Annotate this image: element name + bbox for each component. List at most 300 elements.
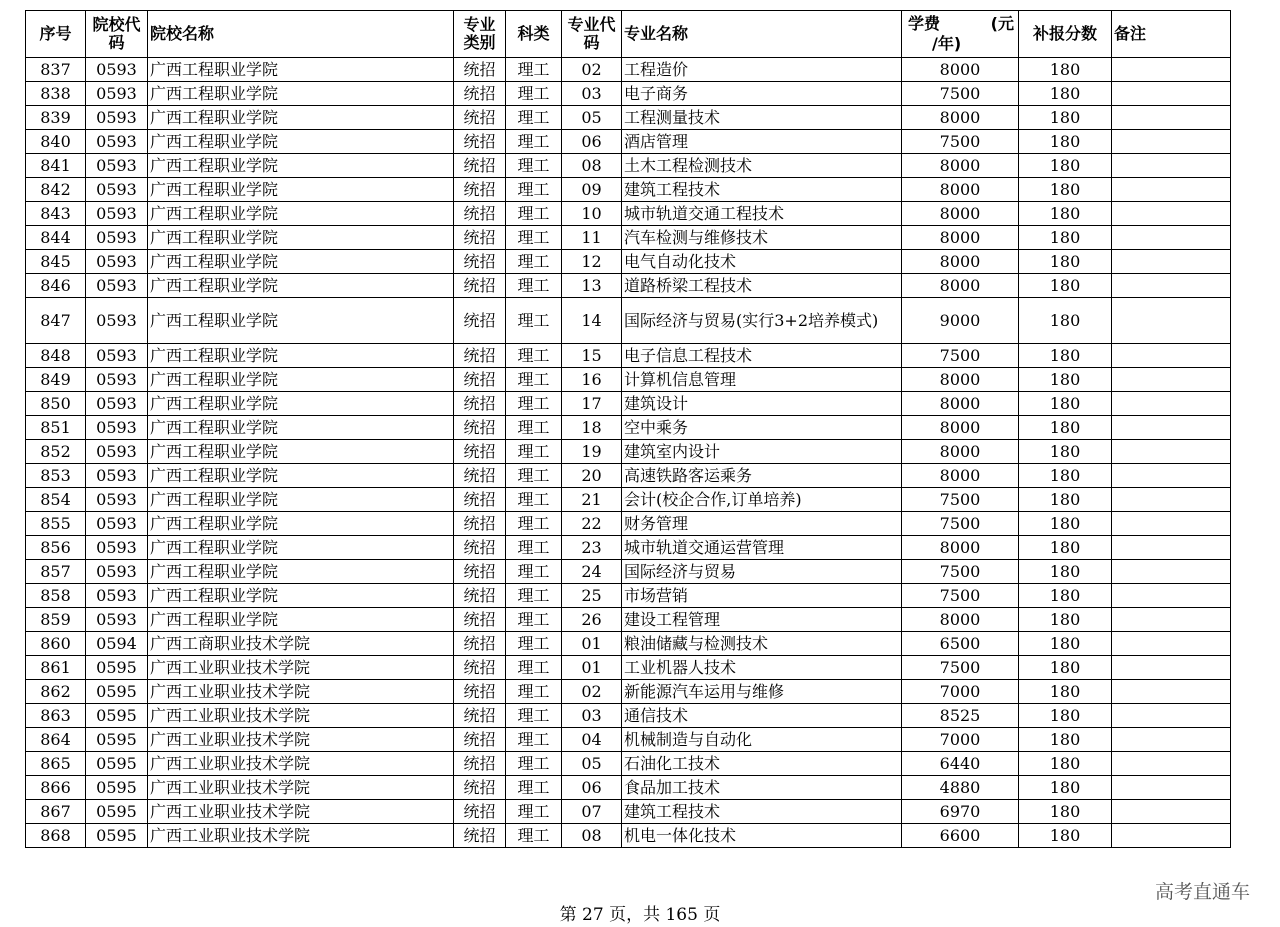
cell-major-type: 统招 bbox=[454, 178, 506, 202]
header-seq: 序号 bbox=[26, 11, 86, 58]
cell-fee: 6440 bbox=[902, 752, 1019, 776]
table-row bbox=[26, 488, 1231, 512]
cell-major-type: 统招 bbox=[454, 226, 506, 250]
cell-score: 180 bbox=[1019, 776, 1112, 800]
cell-school-code: 0593 bbox=[86, 82, 148, 106]
cell-seq: 867 bbox=[26, 800, 86, 824]
cell-remark bbox=[1112, 560, 1231, 584]
cell-subject: 理工 bbox=[506, 680, 562, 704]
table-row bbox=[26, 226, 1231, 250]
cell-remark bbox=[1112, 58, 1231, 82]
cell-major-name: 城市轨道交通工程技术 bbox=[622, 202, 902, 226]
cell-major-code: 20 bbox=[562, 464, 622, 488]
cell-school-code: 0595 bbox=[86, 776, 148, 800]
cell-fee: 8000 bbox=[902, 440, 1019, 464]
cell-major-name: 电气自动化技术 bbox=[622, 250, 902, 274]
cell-school-name: 广西工程职业学院 bbox=[148, 106, 454, 130]
header-school-name: 院校名称 bbox=[148, 11, 454, 58]
cell-school-code: 0593 bbox=[86, 202, 148, 226]
header-remark: 备注 bbox=[1112, 11, 1231, 58]
cell-major-type: 统招 bbox=[454, 656, 506, 680]
cell-subject: 理工 bbox=[506, 274, 562, 298]
cell-major-type: 统招 bbox=[454, 680, 506, 704]
cell-score: 180 bbox=[1019, 536, 1112, 560]
cell-major-name: 机电一体化技术 bbox=[622, 824, 902, 848]
table-row bbox=[26, 728, 1231, 752]
cell-subject: 理工 bbox=[506, 704, 562, 728]
cell-score: 180 bbox=[1019, 82, 1112, 106]
cell-subject: 理工 bbox=[506, 656, 562, 680]
cell-major-name: 建筑工程技术 bbox=[622, 178, 902, 202]
cell-school-code: 0593 bbox=[86, 106, 148, 130]
cell-school-code: 0593 bbox=[86, 464, 148, 488]
cell-fee: 8000 bbox=[902, 178, 1019, 202]
table-row bbox=[26, 58, 1231, 82]
cell-major-code: 22 bbox=[562, 512, 622, 536]
cell-major-code: 01 bbox=[562, 632, 622, 656]
cell-fee: 7500 bbox=[902, 512, 1019, 536]
cell-subject: 理工 bbox=[506, 250, 562, 274]
cell-major-name: 国际经济与贸易(实行3+2培养模式) bbox=[622, 298, 902, 344]
cell-school-name: 广西工程职业学院 bbox=[148, 608, 454, 632]
cell-major-type: 统招 bbox=[454, 776, 506, 800]
cell-score: 180 bbox=[1019, 344, 1112, 368]
cell-major-type: 统招 bbox=[454, 58, 506, 82]
cell-subject: 理工 bbox=[506, 752, 562, 776]
cell-subject: 理工 bbox=[506, 584, 562, 608]
cell-subject: 理工 bbox=[506, 416, 562, 440]
cell-score: 180 bbox=[1019, 392, 1112, 416]
header-fee-label: 学费 bbox=[908, 14, 941, 33]
cell-seq: 857 bbox=[26, 560, 86, 584]
cell-major-name: 建设工程管理 bbox=[622, 608, 902, 632]
cell-major-type: 统招 bbox=[454, 154, 506, 178]
cell-major-code: 24 bbox=[562, 560, 622, 584]
table-row bbox=[26, 202, 1231, 226]
table-row bbox=[26, 680, 1231, 704]
cell-fee: 8000 bbox=[902, 274, 1019, 298]
cell-school-name: 广西工程职业学院 bbox=[148, 274, 454, 298]
cell-major-name: 建筑工程技术 bbox=[622, 800, 902, 824]
cell-seq: 839 bbox=[26, 106, 86, 130]
cell-major-type: 统招 bbox=[454, 82, 506, 106]
cell-seq: 850 bbox=[26, 392, 86, 416]
header-major-name: 专业名称 bbox=[622, 11, 902, 58]
cell-remark bbox=[1112, 298, 1231, 344]
cell-major-type: 统招 bbox=[454, 368, 506, 392]
cell-score: 180 bbox=[1019, 178, 1112, 202]
cell-major-name: 财务管理 bbox=[622, 512, 902, 536]
cell-subject: 理工 bbox=[506, 488, 562, 512]
table-row bbox=[26, 608, 1231, 632]
cell-score: 180 bbox=[1019, 464, 1112, 488]
cell-major-code: 05 bbox=[562, 752, 622, 776]
cell-seq: 856 bbox=[26, 536, 86, 560]
cell-seq: 840 bbox=[26, 130, 86, 154]
cell-fee: 7500 bbox=[902, 560, 1019, 584]
cell-seq: 862 bbox=[26, 680, 86, 704]
cell-remark bbox=[1112, 584, 1231, 608]
cell-school-code: 0595 bbox=[86, 656, 148, 680]
cell-major-type: 统招 bbox=[454, 130, 506, 154]
cell-major-code: 17 bbox=[562, 392, 622, 416]
cell-school-name: 广西工业职业技术学院 bbox=[148, 776, 454, 800]
cell-seq: 846 bbox=[26, 274, 86, 298]
cell-school-name: 广西工程职业学院 bbox=[148, 58, 454, 82]
cell-major-type: 统招 bbox=[454, 344, 506, 368]
header-fee-unit-open: (元 bbox=[990, 14, 1014, 33]
cell-fee: 8000 bbox=[902, 226, 1019, 250]
cell-remark bbox=[1112, 488, 1231, 512]
cell-score: 180 bbox=[1019, 416, 1112, 440]
cell-school-name: 广西工程职业学院 bbox=[148, 512, 454, 536]
cell-seq: 848 bbox=[26, 344, 86, 368]
cell-major-name: 工程测量技术 bbox=[622, 106, 902, 130]
cell-remark bbox=[1112, 464, 1231, 488]
cell-seq: 843 bbox=[26, 202, 86, 226]
table-row bbox=[26, 130, 1231, 154]
cell-major-code: 01 bbox=[562, 656, 622, 680]
cell-school-name: 广西工程职业学院 bbox=[148, 344, 454, 368]
cell-school-code: 0593 bbox=[86, 226, 148, 250]
cell-seq: 844 bbox=[26, 226, 86, 250]
cell-fee: 8000 bbox=[902, 608, 1019, 632]
cell-major-code: 02 bbox=[562, 680, 622, 704]
cell-fee: 8000 bbox=[902, 416, 1019, 440]
cell-score: 180 bbox=[1019, 680, 1112, 704]
cell-score: 180 bbox=[1019, 656, 1112, 680]
cell-major-name: 空中乘务 bbox=[622, 416, 902, 440]
header-major-code: 专业代码 bbox=[562, 11, 622, 58]
cell-score: 180 bbox=[1019, 154, 1112, 178]
cell-score: 180 bbox=[1019, 728, 1112, 752]
cell-fee: 8000 bbox=[902, 154, 1019, 178]
cell-major-name: 计算机信息管理 bbox=[622, 368, 902, 392]
cell-major-code: 18 bbox=[562, 416, 622, 440]
cell-fee: 7500 bbox=[902, 82, 1019, 106]
cell-major-name: 道路桥梁工程技术 bbox=[622, 274, 902, 298]
cell-subject: 理工 bbox=[506, 728, 562, 752]
cell-score: 180 bbox=[1019, 824, 1112, 848]
cell-seq: 845 bbox=[26, 250, 86, 274]
cell-seq: 861 bbox=[26, 656, 86, 680]
cell-major-code: 16 bbox=[562, 368, 622, 392]
cell-seq: 838 bbox=[26, 82, 86, 106]
cell-remark bbox=[1112, 250, 1231, 274]
table-row bbox=[26, 344, 1231, 368]
cell-fee: 8525 bbox=[902, 704, 1019, 728]
table-row bbox=[26, 440, 1231, 464]
cell-major-name: 国际经济与贸易 bbox=[622, 560, 902, 584]
cell-remark bbox=[1112, 178, 1231, 202]
cell-major-name: 城市轨道交通运营管理 bbox=[622, 536, 902, 560]
cell-school-code: 0595 bbox=[86, 680, 148, 704]
cell-fee: 8000 bbox=[902, 106, 1019, 130]
cell-remark bbox=[1112, 368, 1231, 392]
cell-school-code: 0593 bbox=[86, 440, 148, 464]
table-row bbox=[26, 250, 1231, 274]
cell-school-code: 0593 bbox=[86, 250, 148, 274]
cell-major-code: 14 bbox=[562, 298, 622, 344]
cell-seq: 849 bbox=[26, 368, 86, 392]
cell-major-type: 统招 bbox=[454, 416, 506, 440]
cell-remark bbox=[1112, 512, 1231, 536]
cell-school-code: 0593 bbox=[86, 560, 148, 584]
cell-score: 180 bbox=[1019, 226, 1112, 250]
cell-fee: 8000 bbox=[902, 202, 1019, 226]
cell-major-code: 15 bbox=[562, 344, 622, 368]
cell-subject: 理工 bbox=[506, 392, 562, 416]
cell-major-type: 统招 bbox=[454, 608, 506, 632]
cell-school-name: 广西工业职业技术学院 bbox=[148, 656, 454, 680]
cell-score: 180 bbox=[1019, 440, 1112, 464]
cell-school-name: 广西工程职业学院 bbox=[148, 130, 454, 154]
cell-fee: 4880 bbox=[902, 776, 1019, 800]
cell-major-name: 新能源汽车运用与维修 bbox=[622, 680, 902, 704]
cell-seq: 851 bbox=[26, 416, 86, 440]
cell-fee: 7000 bbox=[902, 728, 1019, 752]
cell-subject: 理工 bbox=[506, 776, 562, 800]
cell-school-name: 广西工程职业学院 bbox=[148, 202, 454, 226]
header-fee-unit-close: /年) bbox=[932, 34, 962, 53]
cell-seq: 852 bbox=[26, 440, 86, 464]
cell-subject: 理工 bbox=[506, 344, 562, 368]
cell-school-name: 广西工程职业学院 bbox=[148, 440, 454, 464]
cell-major-type: 统招 bbox=[454, 824, 506, 848]
cell-major-type: 统招 bbox=[454, 752, 506, 776]
cell-major-name: 电子商务 bbox=[622, 82, 902, 106]
cell-score: 180 bbox=[1019, 800, 1112, 824]
cell-score: 180 bbox=[1019, 298, 1112, 344]
cell-fee: 7500 bbox=[902, 584, 1019, 608]
cell-school-code: 0593 bbox=[86, 536, 148, 560]
cell-score: 180 bbox=[1019, 488, 1112, 512]
cell-remark bbox=[1112, 226, 1231, 250]
cell-seq: 847 bbox=[26, 298, 86, 344]
cell-subject: 理工 bbox=[506, 512, 562, 536]
header-score: 补报分数 bbox=[1019, 11, 1112, 58]
cell-school-code: 0593 bbox=[86, 344, 148, 368]
cell-remark bbox=[1112, 728, 1231, 752]
cell-subject: 理工 bbox=[506, 58, 562, 82]
cell-school-name: 广西工业职业技术学院 bbox=[148, 752, 454, 776]
cell-school-code: 0594 bbox=[86, 632, 148, 656]
cell-major-code: 07 bbox=[562, 800, 622, 824]
cell-school-code: 0593 bbox=[86, 512, 148, 536]
cell-remark bbox=[1112, 82, 1231, 106]
cell-remark bbox=[1112, 608, 1231, 632]
cell-major-name: 会计(校企合作,订单培养) bbox=[622, 488, 902, 512]
cell-subject: 理工 bbox=[506, 464, 562, 488]
cell-remark bbox=[1112, 632, 1231, 656]
cell-remark bbox=[1112, 656, 1231, 680]
watermark: 高考直通车 bbox=[1154, 881, 1250, 903]
cell-fee: 6600 bbox=[902, 824, 1019, 848]
cell-score: 180 bbox=[1019, 130, 1112, 154]
cell-school-name: 广西工程职业学院 bbox=[148, 154, 454, 178]
cell-school-name: 广西工程职业学院 bbox=[148, 226, 454, 250]
cell-school-name: 广西工程职业学院 bbox=[148, 464, 454, 488]
cell-major-type: 统招 bbox=[454, 464, 506, 488]
cell-major-code: 12 bbox=[562, 250, 622, 274]
cell-school-code: 0593 bbox=[86, 178, 148, 202]
cell-school-code: 0593 bbox=[86, 368, 148, 392]
cell-major-name: 粮油储藏与检测技术 bbox=[622, 632, 902, 656]
cell-remark bbox=[1112, 344, 1231, 368]
cell-school-name: 广西工业职业技术学院 bbox=[148, 728, 454, 752]
header-subject: 科类 bbox=[506, 11, 562, 58]
cell-seq: 859 bbox=[26, 608, 86, 632]
cell-seq: 842 bbox=[26, 178, 86, 202]
table-row bbox=[26, 416, 1231, 440]
cell-score: 180 bbox=[1019, 512, 1112, 536]
cell-remark bbox=[1112, 416, 1231, 440]
cell-major-code: 04 bbox=[562, 728, 622, 752]
table-row bbox=[26, 656, 1231, 680]
cell-remark bbox=[1112, 680, 1231, 704]
cell-score: 180 bbox=[1019, 274, 1112, 298]
cell-fee: 7500 bbox=[902, 130, 1019, 154]
cell-seq: 868 bbox=[26, 824, 86, 848]
cell-fee: 8000 bbox=[902, 464, 1019, 488]
cell-fee: 8000 bbox=[902, 536, 1019, 560]
cell-remark bbox=[1112, 536, 1231, 560]
cell-subject: 理工 bbox=[506, 800, 562, 824]
header-school-code: 院校代码 bbox=[86, 11, 148, 58]
cell-major-name: 建筑室内设计 bbox=[622, 440, 902, 464]
cell-score: 180 bbox=[1019, 608, 1112, 632]
cell-school-name: 广西工程职业学院 bbox=[148, 298, 454, 344]
cell-major-name: 市场营销 bbox=[622, 584, 902, 608]
cell-major-name: 汽车检测与维修技术 bbox=[622, 226, 902, 250]
table-row bbox=[26, 824, 1231, 848]
cell-major-code: 03 bbox=[562, 704, 622, 728]
cell-major-type: 统招 bbox=[454, 298, 506, 344]
header-row bbox=[26, 11, 1231, 58]
cell-major-code: 02 bbox=[562, 58, 622, 82]
cell-major-name: 通信技术 bbox=[622, 704, 902, 728]
cell-remark bbox=[1112, 776, 1231, 800]
cell-major-code: 13 bbox=[562, 274, 622, 298]
table-row bbox=[26, 704, 1231, 728]
cell-score: 180 bbox=[1019, 632, 1112, 656]
cell-score: 180 bbox=[1019, 106, 1112, 130]
cell-major-code: 10 bbox=[562, 202, 622, 226]
cell-subject: 理工 bbox=[506, 440, 562, 464]
cell-seq: 841 bbox=[26, 154, 86, 178]
cell-fee: 7500 bbox=[902, 344, 1019, 368]
cell-subject: 理工 bbox=[506, 632, 562, 656]
cell-remark bbox=[1112, 824, 1231, 848]
cell-school-code: 0593 bbox=[86, 130, 148, 154]
cell-school-name: 广西工程职业学院 bbox=[148, 250, 454, 274]
cell-remark bbox=[1112, 274, 1231, 298]
cell-remark bbox=[1112, 202, 1231, 226]
cell-score: 180 bbox=[1019, 752, 1112, 776]
cell-seq: 860 bbox=[26, 632, 86, 656]
cell-major-type: 统招 bbox=[454, 202, 506, 226]
table-row bbox=[26, 800, 1231, 824]
cell-subject: 理工 bbox=[506, 536, 562, 560]
cell-school-code: 0593 bbox=[86, 584, 148, 608]
cell-school-name: 广西工程职业学院 bbox=[148, 416, 454, 440]
cell-subject: 理工 bbox=[506, 202, 562, 226]
cell-major-type: 统招 bbox=[454, 584, 506, 608]
cell-fee: 8000 bbox=[902, 368, 1019, 392]
table-row bbox=[26, 298, 1231, 344]
table-row bbox=[26, 632, 1231, 656]
cell-fee: 8000 bbox=[902, 250, 1019, 274]
cell-seq: 863 bbox=[26, 704, 86, 728]
cell-remark bbox=[1112, 752, 1231, 776]
cell-school-code: 0593 bbox=[86, 274, 148, 298]
cell-subject: 理工 bbox=[506, 106, 562, 130]
cell-remark bbox=[1112, 704, 1231, 728]
table-row bbox=[26, 106, 1231, 130]
cell-major-name: 酒店管理 bbox=[622, 130, 902, 154]
cell-subject: 理工 bbox=[506, 368, 562, 392]
cell-major-name: 机械制造与自动化 bbox=[622, 728, 902, 752]
cell-remark bbox=[1112, 800, 1231, 824]
cell-seq: 858 bbox=[26, 584, 86, 608]
cell-fee: 7500 bbox=[902, 488, 1019, 512]
cell-major-code: 11 bbox=[562, 226, 622, 250]
table-row bbox=[26, 776, 1231, 800]
cell-fee: 7000 bbox=[902, 680, 1019, 704]
cell-major-name: 电子信息工程技术 bbox=[622, 344, 902, 368]
cell-major-type: 统招 bbox=[454, 728, 506, 752]
cell-major-name: 石油化工技术 bbox=[622, 752, 902, 776]
cell-score: 180 bbox=[1019, 368, 1112, 392]
cell-school-name: 广西工业职业技术学院 bbox=[148, 824, 454, 848]
cell-score: 180 bbox=[1019, 202, 1112, 226]
cell-subject: 理工 bbox=[506, 560, 562, 584]
cell-major-code: 06 bbox=[562, 130, 622, 154]
cell-score: 180 bbox=[1019, 584, 1112, 608]
cell-seq: 864 bbox=[26, 728, 86, 752]
cell-fee: 6970 bbox=[902, 800, 1019, 824]
cell-school-name: 广西工程职业学院 bbox=[148, 584, 454, 608]
cell-major-code: 26 bbox=[562, 608, 622, 632]
cell-school-code: 0593 bbox=[86, 608, 148, 632]
table-row bbox=[26, 274, 1231, 298]
cell-school-code: 0595 bbox=[86, 704, 148, 728]
cell-school-name: 广西工程职业学院 bbox=[148, 82, 454, 106]
cell-major-name: 高速铁路客运乘务 bbox=[622, 464, 902, 488]
cell-school-name: 广西工业职业技术学院 bbox=[148, 800, 454, 824]
cell-major-type: 统招 bbox=[454, 392, 506, 416]
cell-school-name: 广西工业职业技术学院 bbox=[148, 704, 454, 728]
cell-school-name: 广西工程职业学院 bbox=[148, 536, 454, 560]
cell-seq: 837 bbox=[26, 58, 86, 82]
cell-fee: 8000 bbox=[902, 58, 1019, 82]
table-body bbox=[26, 58, 1231, 848]
cell-major-code: 03 bbox=[562, 82, 622, 106]
cell-score: 180 bbox=[1019, 58, 1112, 82]
cell-major-code: 21 bbox=[562, 488, 622, 512]
cell-major-type: 统招 bbox=[454, 488, 506, 512]
cell-school-name: 广西工程职业学院 bbox=[148, 178, 454, 202]
cell-school-code: 0593 bbox=[86, 416, 148, 440]
cell-remark bbox=[1112, 440, 1231, 464]
cell-seq: 854 bbox=[26, 488, 86, 512]
cell-remark bbox=[1112, 106, 1231, 130]
table-row bbox=[26, 584, 1231, 608]
cell-major-code: 25 bbox=[562, 584, 622, 608]
cell-school-code: 0595 bbox=[86, 728, 148, 752]
cell-fee: 8000 bbox=[902, 392, 1019, 416]
cell-seq: 866 bbox=[26, 776, 86, 800]
